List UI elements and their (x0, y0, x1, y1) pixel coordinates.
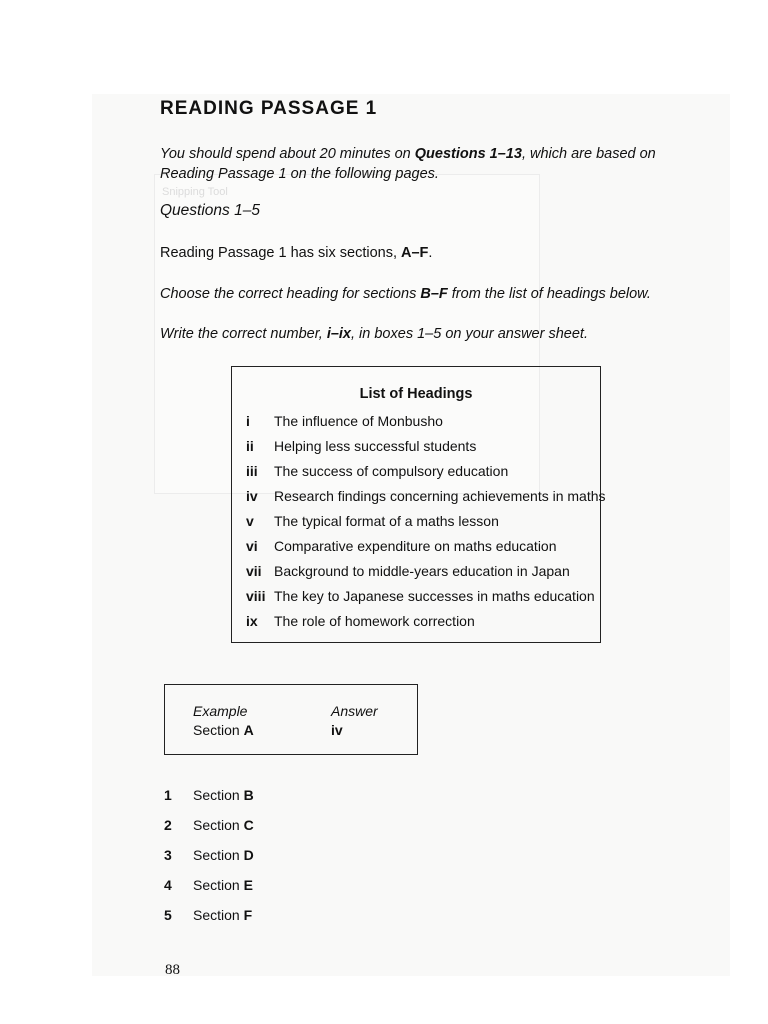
heading-text: Research findings concerning achievements in maths (274, 488, 606, 504)
question-number: 5 (164, 907, 172, 923)
heading-number: iii (246, 463, 258, 479)
passage-title: READING PASSAGE 1 (160, 98, 378, 119)
question-number: 2 (164, 817, 172, 833)
list-of-headings-title: List of Headings (359, 386, 473, 402)
heading-number: ii (246, 438, 254, 454)
question-number: 1 (164, 787, 172, 803)
sections-note: Reading Passage 1 has six sections, A–F. (160, 245, 433, 261)
heading-item (246, 588, 595, 604)
heading-text: Background to middle-years education in Japan (274, 563, 570, 579)
intro-instructions: You should spend about 20 minutes on Questions 1–13, which are based on Reading Passage 1 on the following pages. (160, 146, 656, 182)
heading-item (246, 413, 443, 429)
example-section: Section A (193, 722, 254, 738)
heading-item (246, 488, 606, 504)
example-box (164, 684, 418, 755)
page-number: 88 (165, 962, 180, 978)
heading-text: The success of compulsory education (274, 463, 509, 479)
heading-text: The role of homework correction (274, 613, 475, 629)
heading-item (246, 513, 499, 529)
question-row: 5 Section F (164, 907, 253, 923)
heading-item (246, 563, 570, 579)
question-row: 3 Section D (164, 847, 254, 863)
heading-number: iv (246, 488, 258, 504)
questions-heading: Questions 1–5 (160, 202, 260, 219)
question-number: 4 (164, 877, 172, 893)
question-row: 2 Section C (164, 817, 254, 833)
write-number-instruction: Write the correct number, i–ix, in boxes 1–5 on your answer sheet. (160, 326, 588, 342)
heading-text: The key to Japanese successes in maths education (274, 588, 595, 604)
choose-heading-instruction: Choose the correct heading for sections B–F from the list of headings below. (160, 286, 651, 302)
question-row: 4 Section E (164, 877, 253, 893)
heading-item (246, 613, 475, 629)
heading-text: The influence of Monbusho (274, 413, 443, 429)
heading-number: v (246, 513, 254, 529)
heading-number: viii (246, 588, 266, 604)
question-row: 1 Section B (164, 787, 254, 803)
heading-text: Helping less successful students (274, 438, 477, 454)
heading-text: The typical format of a maths lesson (274, 513, 499, 529)
heading-item (246, 438, 476, 454)
heading-item (246, 463, 508, 479)
snipping-tool-ghost-label: Snipping Tool (162, 186, 228, 198)
heading-number: i (246, 413, 250, 429)
example-answer: iv (331, 722, 343, 738)
heading-number: ix (246, 613, 258, 629)
heading-text: Comparative expenditure on maths education (274, 538, 557, 554)
answer-label: Answer (331, 703, 378, 719)
list-of-headings-box (231, 366, 606, 643)
heading-number: vii (246, 563, 262, 579)
example-label: Example (193, 703, 248, 719)
question-number: 3 (164, 847, 172, 863)
heading-number: vi (246, 538, 258, 554)
heading-item (246, 538, 557, 554)
